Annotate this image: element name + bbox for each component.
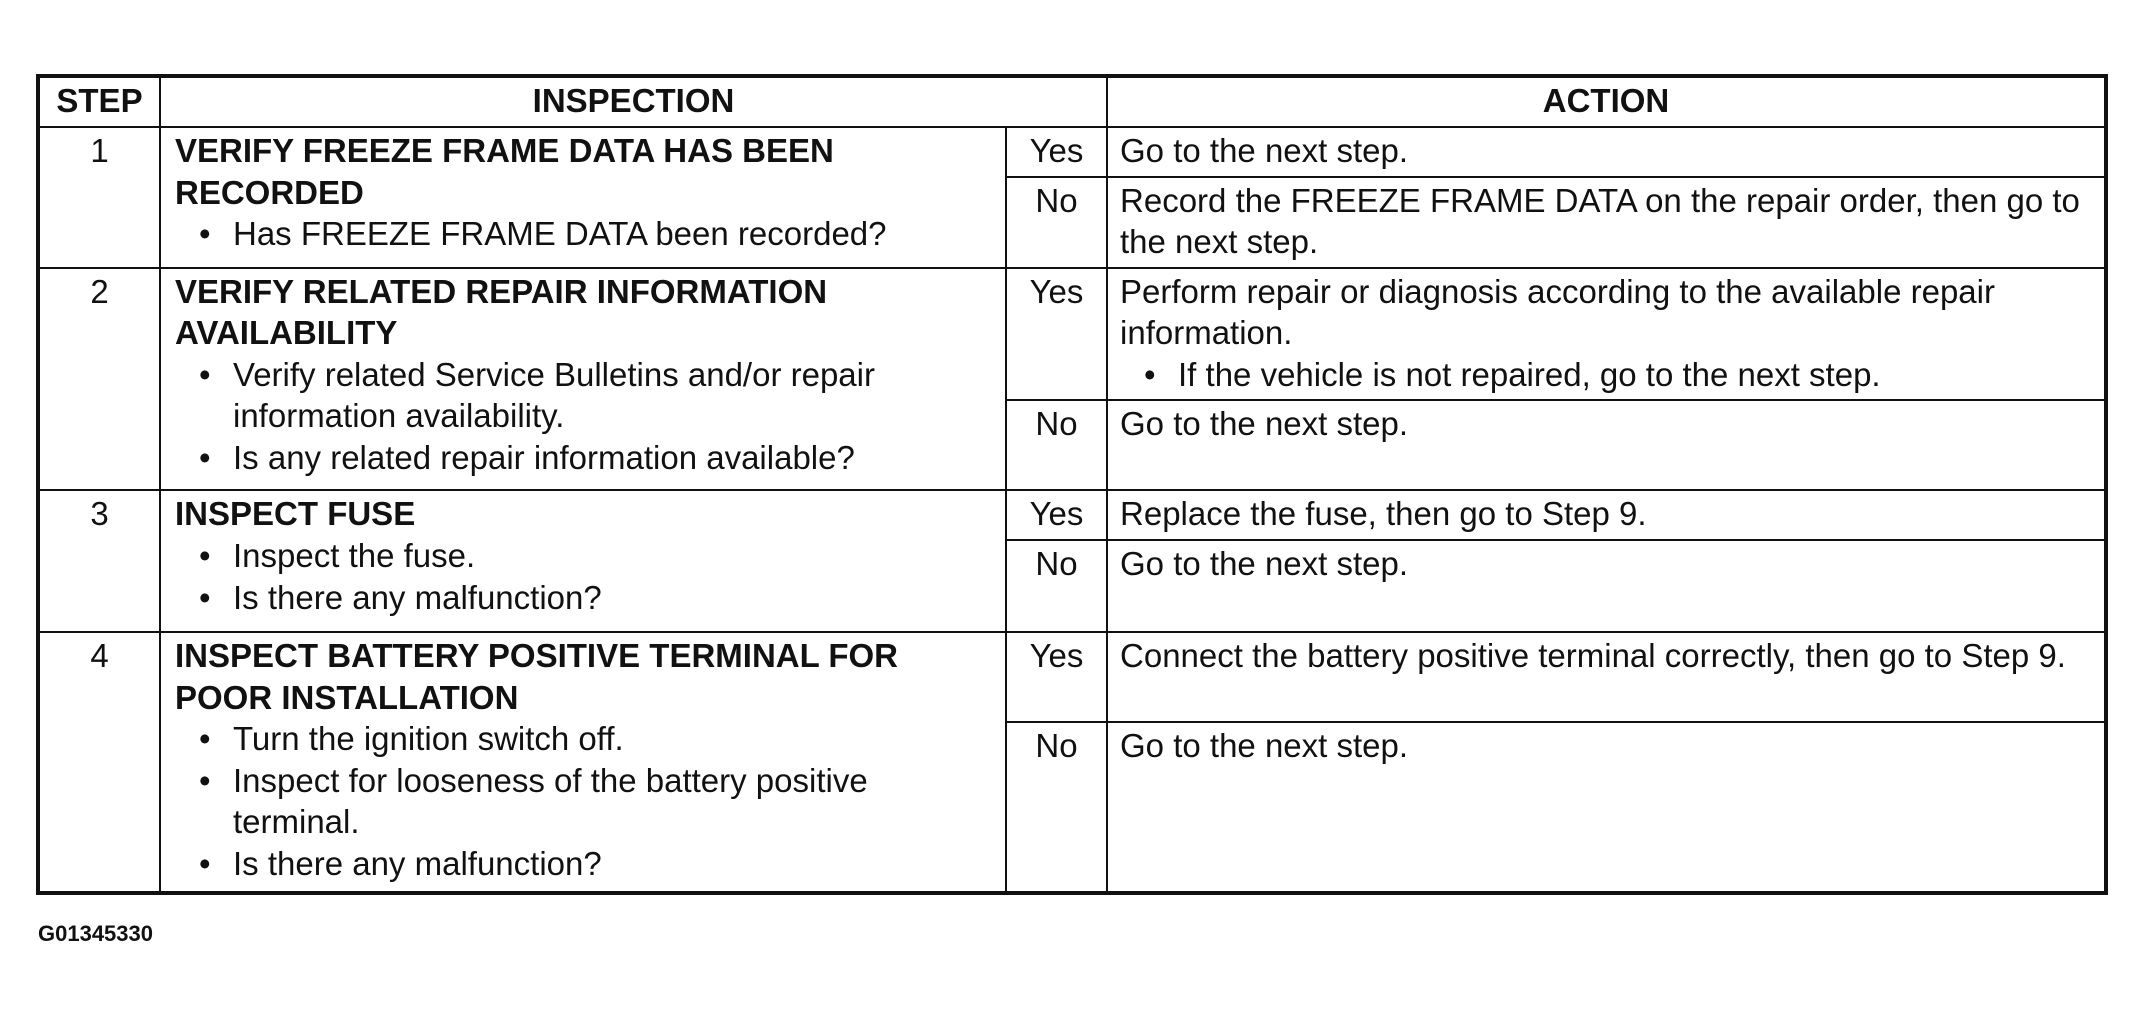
inspection-title: INSPECT FUSE: [175, 495, 416, 533]
step-2-yes-row: [39, 268, 2105, 401]
diagnostic-table: [38, 76, 2106, 893]
inspection-bullet: • Is there any malfunction?: [175, 577, 995, 619]
no-action: Go to the next step.: [1107, 722, 2105, 892]
action-bullets: [1120, 354, 2094, 396]
yes-label: Yes: [1006, 127, 1107, 177]
step-3-inspection: [160, 490, 1006, 632]
no-action: Go to the next step.: [1107, 540, 2105, 632]
inspection-bullet: • Inspect the fuse.: [175, 535, 995, 577]
header-step: STEP: [39, 77, 160, 127]
step-4-yes-row: [39, 632, 2105, 722]
no-label: No: [1006, 722, 1107, 892]
yes-action: Connect the battery positive terminal correctly, then go to Step 9.: [1107, 632, 2105, 722]
no-label: No: [1006, 177, 1107, 268]
step-number: 2: [39, 268, 160, 491]
inspection-title: VERIFY FREEZE FRAME DATA HAS BEEN RECORDED: [175, 132, 834, 211]
yes-label: Yes: [1006, 632, 1107, 722]
step-number: 1: [39, 127, 160, 268]
inspection-title: INSPECT BATTERY POSITIVE TERMINAL FOR POOR INSTALLATION: [175, 637, 899, 716]
step-number: 4: [39, 632, 160, 892]
inspection-bullets: [175, 213, 995, 255]
yes-action-text: Perform repair or diagnosis according to the available repair information.: [1120, 272, 1995, 352]
action-bullet: • If the vehicle is not repaired, go to the next step.: [1120, 354, 2094, 396]
yes-label: Yes: [1006, 268, 1107, 401]
inspection-bullet: • Is there any malfunction?: [175, 843, 995, 885]
yes-label: Yes: [1006, 490, 1107, 540]
inspection-bullet: • Verify related Service Bulletins and/or repair information availability.: [175, 354, 995, 437]
inspection-bullets: [175, 718, 995, 884]
no-label: No: [1006, 400, 1107, 490]
header-row: [39, 77, 2105, 127]
no-action: Record the FREEZE FRAME DATA on the repair order, then go to the next step.: [1107, 177, 2105, 268]
no-label: No: [1006, 540, 1107, 632]
inspection-bullet: • Has FREEZE FRAME DATA been recorded?: [175, 213, 995, 255]
step-3-yes-row: [39, 490, 2105, 540]
step-number: 3: [39, 490, 160, 632]
yes-action: Go to the next step.: [1107, 127, 2105, 177]
inspection-bullets: [175, 354, 995, 479]
inspection-bullets: [175, 535, 995, 618]
step-4-inspection: [160, 632, 1006, 892]
step-1-yes-row: [39, 127, 2105, 177]
yes-action: [1107, 268, 2105, 401]
header-action: ACTION: [1107, 77, 2105, 127]
yes-action: Replace the fuse, then go to Step 9.: [1107, 490, 2105, 540]
step-1-inspection: [160, 127, 1006, 268]
header-inspection: INSPECTION: [160, 77, 1107, 127]
step-2-inspection: [160, 268, 1006, 491]
inspection-bullet: • Inspect for looseness of the battery positive terminal.: [175, 760, 995, 843]
inspection-bullet: • Turn the ignition switch off.: [175, 718, 995, 760]
figure-id: G01345330: [38, 921, 153, 946]
inspection-title: VERIFY RELATED REPAIR INFORMATION AVAILABILITY: [175, 272, 828, 352]
inspection-bullet: • Is any related repair information available?: [175, 437, 995, 479]
no-action: Go to the next step.: [1107, 400, 2105, 490]
